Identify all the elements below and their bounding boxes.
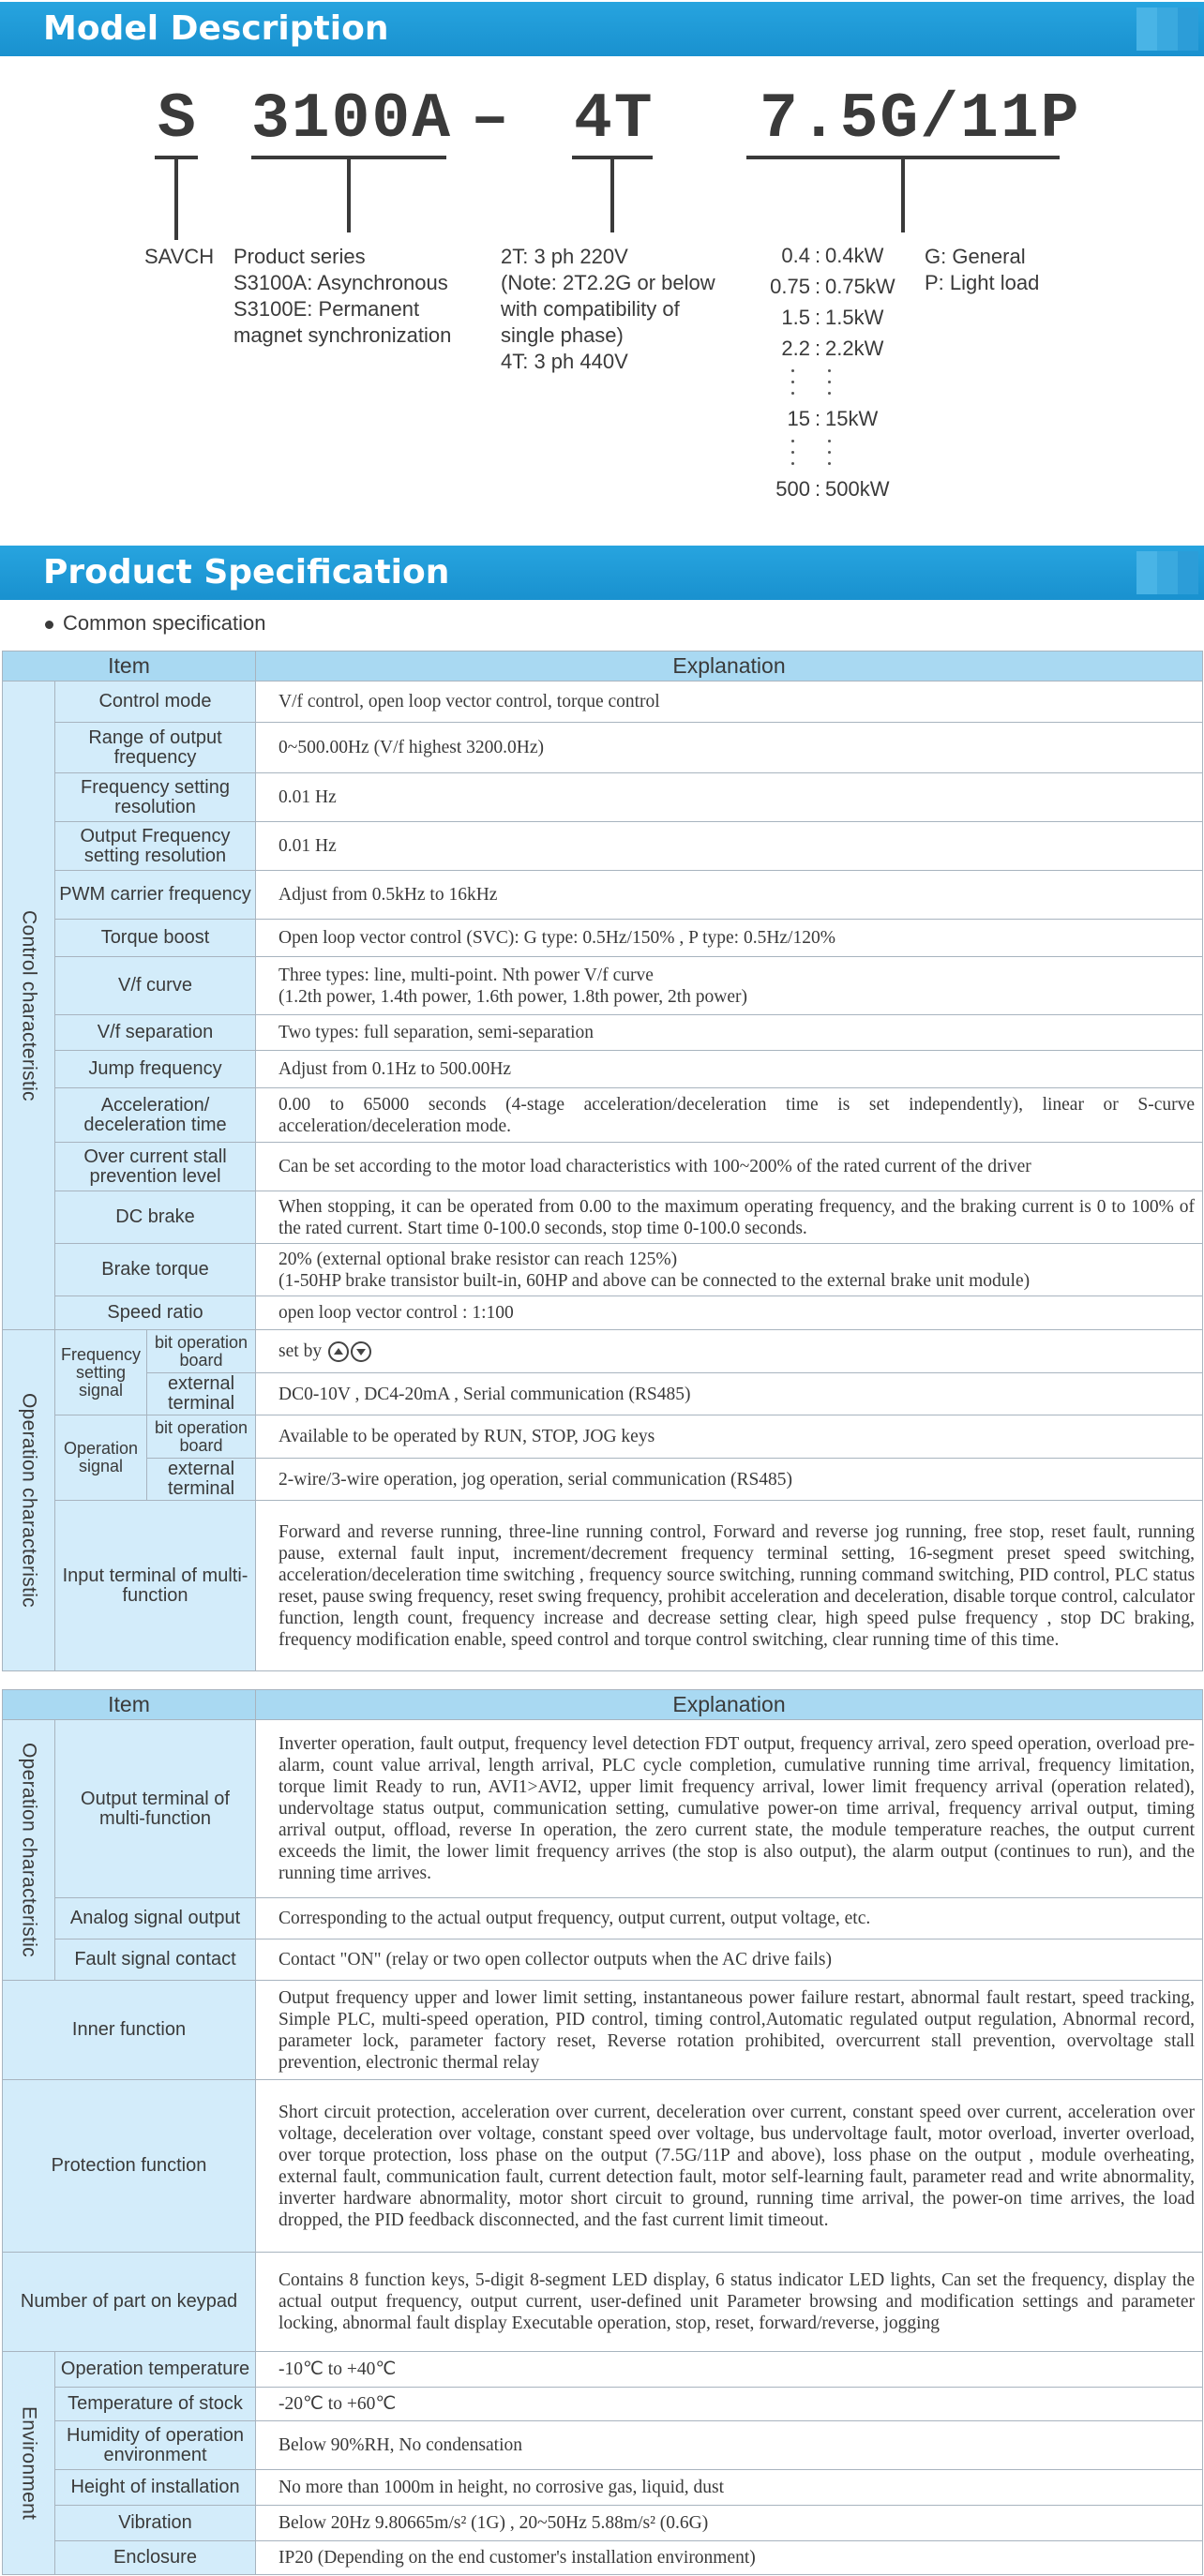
spec-value: Corresponding to the actual output frequency, output current, output voltage, etc.: [256, 1898, 1203, 1939]
spec-label: Inner function: [3, 1981, 256, 2080]
model-description-title: Model Description: [43, 9, 389, 48]
spec-value: Available to be operated by RUN, STOP, JOG keys: [256, 1415, 1203, 1459]
spec-value: 20% (external optional brake resistor can reach 125%) (1-50HP brake transistor built-in, 60HP and above can be connected to the external brake unit module): [256, 1244, 1203, 1296]
spec-label: Output terminal of multi-function: [55, 1720, 256, 1898]
spec-value: Below 20Hz 9.80665m/s² (1G) , 20~50Hz 5.88m/s² (0.6G): [256, 2506, 1203, 2541]
sub-label-board: bit operation board: [147, 1415, 256, 1459]
spec-label: Temperature of stock: [55, 2388, 256, 2421]
spec-label: Control mode: [55, 681, 256, 723]
voltage-description: 2T: 3 ph 220V (Note: 2T2.2G or below with compatibility of single phase) 4T: 3 ph 440V: [501, 245, 715, 373]
spec-label: Speed ratio: [55, 1296, 256, 1330]
spec-table-1: [2, 651, 1203, 1671]
spec-value: Open loop vector control (SVC): G type: 0.5Hz/150% , P type: 0.5Hz/120%: [256, 920, 1203, 957]
power-rating-list: [750, 240, 910, 504]
spec-label: Analog signal output: [55, 1898, 256, 1939]
item-header: Item: [3, 651, 256, 681]
sub-label-terminal: external terminal: [147, 1373, 256, 1415]
operation-signal-label: Operation signal: [55, 1415, 147, 1501]
brand-description: SAVCH: [144, 245, 215, 268]
spec-label: Number of part on keypad: [3, 2253, 256, 2352]
spec-label: Enclosure: [55, 2541, 256, 2575]
series-description: Product series S3100A: Asynchronous S3100E: Permanent magnet synchronization: [233, 245, 452, 347]
spec-label: Input terminal of multi-function: [55, 1501, 256, 1671]
common-specification-label: Common specification: [45, 611, 265, 636]
spec-label: Vibration: [55, 2506, 256, 2541]
spec-label: Jump frequency: [55, 1051, 256, 1088]
spec-label: Operation temperature: [55, 2352, 256, 2388]
sub-label-board: bit operation board: [147, 1330, 256, 1373]
group-operation-characteristic: Operation characteristic: [3, 1720, 55, 1981]
series-leader: [347, 156, 351, 232]
product-specification-title: Product Specification: [43, 553, 450, 592]
spec-value: 0~500.00Hz (V/f highest 3200.0Hz): [256, 723, 1203, 773]
model-code-voltage: 4T: [574, 83, 655, 156]
spec-value: Two types: full separation, semi-separation: [256, 1015, 1203, 1051]
model-code-series: 3100A: [251, 83, 453, 156]
spec-value: 0.01 Hz: [256, 773, 1203, 822]
spec-value: V/f control, open loop vector control, torque control: [256, 681, 1203, 723]
model-code-dash: –: [471, 83, 511, 156]
spec-value: set by: [256, 1330, 1203, 1373]
spec-value: Can be set according to the motor load characteristics with 100~200% of the rated current of the driver: [256, 1143, 1203, 1191]
model-code-brand: S: [158, 83, 198, 156]
spec-value: Below 90%RH, No condensation: [256, 2421, 1203, 2470]
up-arrow-key-icon: [328, 1341, 349, 1362]
down-arrow-key-icon: [351, 1341, 371, 1362]
spec-value: IP20 (Depending on the end customer's installation environment): [256, 2541, 1203, 2575]
spec-label: Torque boost: [55, 920, 256, 957]
explanation-header: Explanation: [256, 1690, 1203, 1720]
spec-label: Acceleration/ deceleration time: [55, 1088, 256, 1143]
spec-table-2: [2, 1689, 1203, 2575]
explanation-header: Explanation: [256, 651, 1203, 681]
power-row: 2.2 : 2.2kW: [781, 337, 884, 360]
spec-value: DC0-10V , DC4-20mA , Serial communication (RS485): [256, 1373, 1203, 1415]
spec-label: Over current stall prevention level: [55, 1143, 256, 1191]
spec-value: Three types: line, multi-point. Nth power V/f curve (1.2th power, 1.4th power, 1.6th power, 1.8th power, 2th power): [256, 957, 1203, 1015]
spec-label: Output Frequency setting resolution: [55, 822, 256, 871]
spec-value: -10℃ to +40℃: [256, 2352, 1203, 2388]
spec-value: Forward and reverse running, three-line running control, Forward and reverse jog running, free stop, reset fault, running pause, external fault input, increment/decrement frequency terminal setting, 16-segment preset speed switching, acceleration/deceleration time switching , frequency source switching, running command switching, PID control, PLC status reset, pause swing frequency, reset swing frequency, prohibit acceleration and deceleration, disable torque control, calculator function, length count, frequency increase and decrease setting clear, high speed pulse frequency , stop DC braking, frequency modification enable, speed control and torque control switching, clear running time of this time.: [256, 1501, 1203, 1671]
banner-decoration: [1136, 551, 1198, 594]
group-operation-characteristic: Operation characteristic: [3, 1330, 55, 1671]
spec-label: PWM carrier frequency: [55, 871, 256, 920]
spec-label: V/f curve: [55, 957, 256, 1015]
spec-value: Inverter operation, fault output, frequency level detection FDT output, frequency arrival, zero speed operation, overload pre-alarm, count value arrival, length arrival, PLC cycle completion, cumulative running time arrival, frequency limitation, torque limit Ready to run, AVI1>AVI2, upper limit frequency arrival, lower limit frequency arrival (operation related), undervoltage status output, communication setting, cumulative power-on time arrival, frequency arrival output, timing arrival output, offload, reverse In operation, the zero current state, the module temperature reaches, the output current exceeds the limit, the lower limit frequency arrives (the stop is also output), the alarm output (continues to run), and the running time arrives.: [256, 1720, 1203, 1898]
banner-decoration: [1136, 7, 1198, 51]
spec-value: Short circuit protection, acceleration over current, deceleration over current, constant speed over current, acceleration over voltage, deceleration over voltage, constant speed over voltage, bus undervoltage fault, motor overload, inverter overload, over torque protection, loss phase on the output (7.5G/11P and above), loss phase on the output , module overheating, external fault, communication fault, current detection fault, motor self-learning fault, parameter read and write abnormality, inverter hardware abnormality, motor short circuit to ground, running time arrival, the power-on time arrives, the load dropped, the PID feedback disconnected, and the fast current limit timeout.: [256, 2080, 1203, 2253]
spec-value: Adjust from 0.5kHz to 16kHz: [256, 871, 1203, 920]
frequency-setting-signal-label: Frequency setting signal: [55, 1330, 147, 1415]
spec-value: open loop vector control : 1:100: [256, 1296, 1203, 1330]
power-row: 0.75 : 0.75kW: [770, 275, 895, 298]
spec-value: 0.01 Hz: [256, 822, 1203, 871]
spec-label: Range of output frequency: [55, 723, 256, 773]
power-leader: [901, 156, 905, 232]
sub-label-terminal: external terminal: [147, 1459, 256, 1501]
power-row: 1.5 : 1.5kW: [781, 306, 884, 329]
model-code-diagram: [0, 75, 1204, 516]
voltage-leader: [610, 156, 614, 232]
spec-value: -20℃ to +60℃: [256, 2388, 1203, 2421]
spec-value: Adjust from 0.1Hz to 500.00Hz: [256, 1051, 1203, 1088]
spec-value: Contains 8 function keys, 5-digit 8-segment LED display, 6 status indicator LED lights, Can set the frequency, display the actual output frequency, output current, user-defined unit Parameter browsing and modification settings and parameter locking, abnormal fault display Executable operation, stop, reset, forward/reverse, jogging: [256, 2253, 1203, 2352]
model-code-power: 7.5G/11P: [760, 83, 1081, 156]
load-description: G: General P: Light load: [925, 245, 1040, 294]
product-specification-banner: [0, 546, 1204, 600]
spec-value: No more than 1000m in height, no corrosive gas, liquid, dust: [256, 2470, 1203, 2506]
spec-value: 2-wire/3-wire operation, jog operation, serial communication (RS485): [256, 1459, 1203, 1501]
spec-label: Height of installation: [55, 2470, 256, 2506]
power-row: 0.4 : 0.4kW: [781, 244, 884, 267]
spec-label: Protection function: [3, 2080, 256, 2253]
spec-label: Brake torque: [55, 1244, 256, 1296]
spec-value: Contact "ON" (relay or two open collector outputs when the AC drive fails): [256, 1939, 1203, 1981]
spec-value: When stopping, it can be operated from 0.00 to the maximum operating frequency, and the braking current is 0 to 100% of the rated current. Start time 0-100.0 seconds, stop time 0-100.0 seconds.: [256, 1191, 1203, 1244]
group-environment: Environment: [3, 2352, 55, 2575]
power-row: 15 : 15kW: [787, 407, 879, 430]
brand-leader: [174, 156, 178, 240]
spec-label: Frequency setting resolution: [55, 773, 256, 822]
ellipsis-dots: [750, 434, 910, 473]
spec-value: 0.00 to 65000 seconds (4-stage acceleration/deceleration time is set independently), linear or S-curve acceleration/deceleration mode.: [256, 1088, 1203, 1143]
item-header: Item: [3, 1690, 256, 1720]
model-description-banner: [0, 2, 1204, 56]
spec-value: Output frequency upper and lower limit setting, instantaneous power failure restart, abnormal fault restart, speed tracking, Simple PLC, multi-speed operation, PID control, timing control,Automatic regulated output regulation, Abnormal record, parameter lock, parameter factory reset, Reverse rotation prohibited, overcurrent stall prevention, overvoltage stall prevention, electronic thermal relay: [256, 1981, 1203, 2080]
spec-label: Fault signal contact: [55, 1939, 256, 1981]
power-row: 500 : 500kW: [775, 477, 890, 501]
ellipsis-dots: [750, 364, 910, 403]
spec-label: DC brake: [55, 1191, 256, 1244]
spec-label: V/f separation: [55, 1015, 256, 1051]
group-control-characteristic: Control characteristic: [3, 681, 55, 1330]
spec-label: Humidity of operation environment: [55, 2421, 256, 2470]
